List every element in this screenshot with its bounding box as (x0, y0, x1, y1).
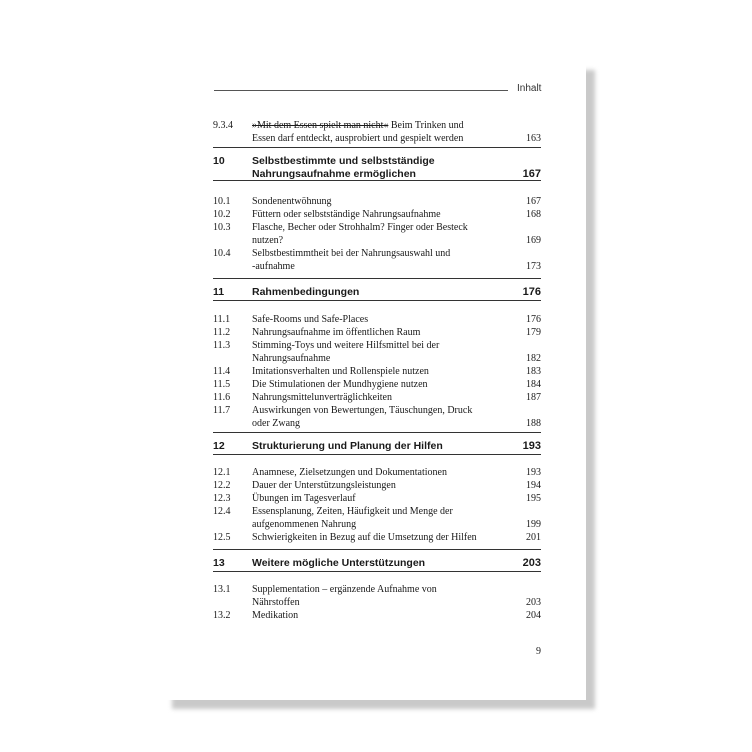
toc-entry-page: 204 (526, 610, 541, 621)
toc-entry-title-line: Essen darf entdeckt, ausprobiert und gespielt werden (252, 133, 464, 144)
toc-entry-page: 169 (526, 235, 541, 246)
toc-entry-number: 12.5 (213, 532, 231, 543)
toc-entry-title-line: Nahrungsaufnahme im öffentlichen Raum (252, 327, 421, 338)
toc-entry-number: 9.3.4 (213, 120, 233, 131)
toc-entry-title (252, 531, 497, 544)
toc-entry-page: 183 (526, 366, 541, 377)
toc-entry-number: 11.5 (213, 379, 231, 390)
toc-entry-page: 176 (526, 314, 541, 325)
toc-entry-title (252, 557, 497, 570)
toc-entry-page: 167 (522, 168, 541, 180)
header-rule (214, 90, 508, 91)
toc-entry-title (252, 339, 497, 365)
toc-entry-title-line: Schwierigkeiten in Bezug auf die Umsetzung der Hilfen (252, 532, 477, 543)
toc-entry-page: 203 (526, 597, 541, 608)
toc-entry-title-line: Stimming-Toys und weitere Hilfsmittel bei der (252, 340, 440, 351)
toc-entry-title (252, 440, 497, 453)
toc-entry-title-line: Strukturierung und Planung der Hilfen (252, 440, 443, 452)
toc-entry-number: 12.2 (213, 480, 231, 491)
toc-entry-number: 11.3 (213, 340, 231, 351)
toc-entry-title-line: »Mit dem Essen spielt man nicht« Beim Trinken und (252, 120, 464, 131)
toc-entry-number: 10.1 (213, 196, 231, 207)
toc-entry-number: 10.3 (213, 222, 231, 233)
toc-entry-title (252, 326, 497, 339)
toc-entry-title (252, 155, 497, 181)
chapter-divider-rule (213, 549, 541, 550)
chapter-divider-rule (213, 300, 541, 301)
toc-entry-page: 184 (526, 379, 541, 390)
chapter-divider-rule (213, 180, 541, 181)
chapter-divider-rule (213, 147, 541, 148)
toc-entry-title (252, 313, 497, 326)
toc-entry-title-line: Übungen im Tagesverlauf (252, 493, 356, 504)
running-header: Inhalt (517, 83, 542, 94)
toc-entry-page: 173 (526, 261, 541, 272)
toc-entry-title-line: Flasche, Becher oder Strohhalm? Finger oder Besteck (252, 222, 468, 233)
toc-entry-page: 182 (526, 353, 541, 364)
toc-entry-page: 167 (526, 196, 541, 207)
toc-entry-title-line: Rahmenbedingungen (252, 286, 360, 298)
toc-entry-title-line: Nahrungsmittelunverträglichkeiten (252, 392, 392, 403)
toc-entry-title (252, 119, 497, 145)
toc-entry-title-line: Auswirkungen von Bewertungen, Täuschungen, Druck (252, 405, 473, 416)
toc-entry-title (252, 247, 497, 273)
toc-entry-title (252, 404, 497, 430)
toc-entry-number: 11.4 (213, 366, 231, 377)
toc-entry-title-line: Essensplanung, Zeiten, Häufigkeit und Menge der (252, 506, 453, 517)
toc-entry-number: 10.2 (213, 209, 231, 220)
toc-entry-number: 11 (213, 286, 225, 298)
toc-entry-number: 13 (213, 557, 225, 569)
toc-entry-title-line: Weitere mögliche Unterstützungen (252, 557, 426, 569)
toc-entry-title-line: Nahrungsaufnahme (252, 353, 331, 364)
toc-entry-title (252, 208, 497, 221)
toc-entry-title-line: Selbstbestimmte und selbstständige (252, 155, 435, 167)
toc-entry-title-line: Sondenentwöhnung (252, 196, 332, 207)
toc-entry-title (252, 391, 497, 404)
toc-entry-number: 13.2 (213, 610, 231, 621)
toc-entry-page: 188 (526, 418, 541, 429)
toc-entry-number: 11.1 (213, 314, 231, 325)
toc-entry-title (252, 195, 497, 208)
toc-entry-page: 195 (526, 493, 541, 504)
toc-entry-page: 176 (522, 286, 541, 298)
toc-entry-number: 11.6 (213, 392, 231, 403)
toc-entry-title-line: -aufnahme (252, 261, 295, 272)
toc-entry-number: 10 (213, 155, 225, 167)
toc-entry-title-line: Selbstbestimmtheit bei der Nahrungsauswahl und (252, 248, 451, 259)
toc-entry-title-line: Nährstoffen (252, 597, 300, 608)
chapter-divider-rule (213, 571, 541, 572)
toc-entry-page: 199 (526, 519, 541, 530)
toc-entry-page: 163 (526, 133, 541, 144)
toc-entry-title (252, 583, 497, 609)
toc-entry-number: 12.3 (213, 493, 231, 504)
toc-entry-page: 168 (526, 209, 541, 220)
toc-entry-title-line: Imitationsverhalten und Rollenspiele nutzen (252, 366, 429, 377)
toc-entry-title-line: Nahrungsaufnahme ermöglichen (252, 168, 416, 180)
toc-entry-title-line: Anamnese, Zielsetzungen und Dokumentationen (252, 467, 447, 478)
toc-entry-title-line: Medikation (252, 610, 299, 621)
toc-entry-number: 12.4 (213, 506, 231, 517)
toc-entry-page: 193 (526, 467, 541, 478)
toc-entry-number: 11.7 (213, 405, 231, 416)
toc-entry-title (252, 505, 497, 531)
toc-entry-title-line: Füttern oder selbstständige Nahrungsaufnahme (252, 209, 441, 220)
toc-entry-page: 193 (522, 440, 541, 452)
toc-entry-page: 179 (526, 327, 541, 338)
toc-entry-title (252, 286, 497, 299)
chapter-divider-rule (213, 278, 541, 279)
toc-entry-number: 13.1 (213, 584, 231, 595)
toc-entry-number: 12.1 (213, 467, 231, 478)
toc-entry-title-line: Dauer der Unterstützungsleistungen (252, 480, 396, 491)
toc-entry-title (252, 466, 497, 479)
toc-entry-title-line: Safe-Rooms und Safe-Places (252, 314, 369, 325)
toc-entry-title-line: nutzen? (252, 235, 284, 246)
book-page (165, 62, 586, 700)
toc-entry-title-line: Die Stimulationen der Mundhygiene nutzen (252, 379, 428, 390)
toc-entry-title (252, 492, 497, 505)
toc-entry-page: 194 (526, 480, 541, 491)
toc-entry-page: 203 (522, 557, 541, 569)
toc-entry-title (252, 479, 497, 492)
toc-entry-number: 11.2 (213, 327, 231, 338)
toc-entry-number: 10.4 (213, 248, 231, 259)
toc-entry-title-line: oder Zwang (252, 418, 301, 429)
toc-entry-number: 12 (213, 440, 225, 452)
toc-entry-title (252, 365, 497, 378)
toc-entry-title-line: aufgenommenen Nahrung (252, 519, 357, 530)
toc-entry-page: 187 (526, 392, 541, 403)
toc-entry-title (252, 609, 497, 622)
toc-entry-title (252, 221, 497, 247)
toc-entry-page: 201 (526, 532, 541, 543)
toc-entry-title-line: Supplementation – ergänzende Aufnahme von (252, 584, 437, 595)
toc-entry-title (252, 378, 497, 391)
page-number: 9 (536, 646, 541, 657)
chapter-divider-rule (213, 454, 541, 455)
chapter-divider-rule (213, 432, 541, 433)
